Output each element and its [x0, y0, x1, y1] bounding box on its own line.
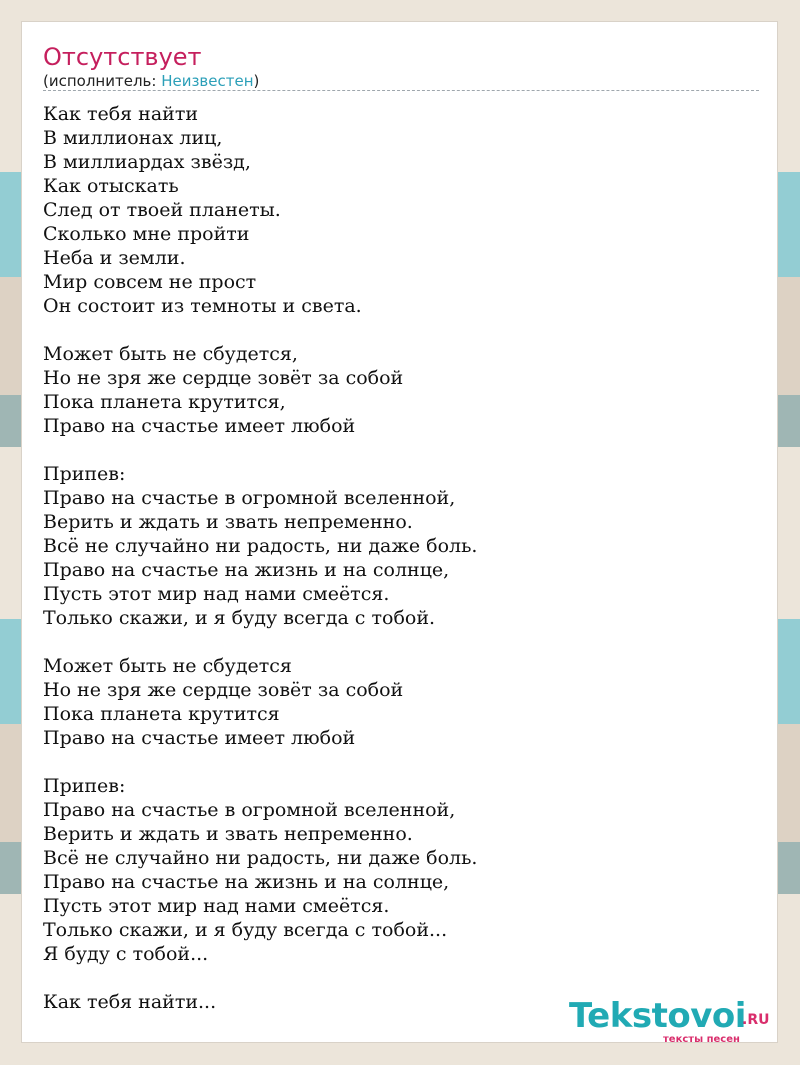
performer-suffix: ) — [253, 72, 260, 90]
performer-link[interactable]: Неизвестен — [161, 72, 254, 90]
lyric-line: Пусть этот мир над нами смеётся. — [43, 895, 390, 917]
title-divider — [43, 90, 759, 91]
stanza-gap — [43, 630, 759, 654]
lyrics-text — [43, 102, 759, 1014]
lyric-line: В миллионах лиц, — [43, 127, 223, 149]
lyric-line: Но не зря же сердце зовёт за собой — [43, 679, 404, 701]
lyric-line: Право на счастье имеет любой — [43, 415, 356, 437]
lyric-line: Пока планета крутится — [43, 703, 280, 725]
stanza-gap — [43, 966, 759, 990]
lyric-line: Но не зря же сердце зовёт за собой — [43, 367, 404, 389]
lyric-line: Неба и земли. — [43, 247, 186, 269]
lyric-line: Мир совсем не прост — [43, 271, 257, 293]
logo-tld: .RU — [742, 1012, 770, 1028]
lyrics-card — [21, 21, 778, 1043]
lyric-line: Может быть не сбудется, — [43, 343, 298, 365]
chorus-label: Припев: — [43, 775, 126, 797]
lyric-line: Я буду с тобой... — [43, 943, 209, 965]
lyric-line: Как отыскать — [43, 175, 179, 197]
lyric-line: Право на счастье в огромной вселенной, — [43, 487, 456, 509]
lyric-line: Право на счастье в огромной вселенной, — [43, 799, 456, 821]
lyric-line: Право на счастье на жизнь и на солнце, — [43, 559, 450, 581]
lyric-line: Он состоит из темноты и света. — [43, 295, 362, 317]
lyric-line: Верить и ждать и звать непременно. — [43, 511, 413, 533]
lyric-line: Сколько мне пройти — [43, 223, 250, 245]
lyric-line: Пусть этот мир над нами смеётся. — [43, 583, 390, 605]
stanza-gap — [43, 438, 759, 462]
lyric-line: Может быть не сбудется — [43, 655, 292, 677]
performer-line — [43, 72, 259, 90]
lyric-line: Только скажи, и я буду всегда с тобой. — [43, 607, 436, 629]
chorus-label: Припев: — [43, 463, 126, 485]
lyric-line: Всё не случайно ни радость, ни даже боль. — [43, 535, 478, 557]
site-logo[interactable] — [569, 996, 779, 1044]
lyric-line: Как тебя найти — [43, 103, 198, 125]
lyric-line: Право на счастье на жизнь и на солнце, — [43, 871, 450, 893]
lyric-line: Верить и ждать и звать непременно. — [43, 823, 413, 845]
stanza-gap — [43, 318, 759, 342]
logo-brand: Tekstovoi — [569, 996, 746, 1036]
lyric-line: Пока планета крутится, — [43, 391, 286, 413]
song-title: Отсутствует — [43, 43, 202, 71]
lyric-line: Всё не случайно ни радость, ни даже боль. — [43, 847, 478, 869]
performer-prefix: (исполнитель: — [43, 72, 162, 90]
lyric-line: В миллиардах звёзд, — [43, 151, 251, 173]
logo-tagline: тексты песен — [663, 1034, 740, 1045]
lyric-line: След от твоей планеты. — [43, 199, 281, 221]
lyric-line: Только скажи, и я буду всегда с тобой... — [43, 919, 448, 941]
lyric-line: Как тебя найти... — [43, 991, 217, 1013]
lyric-line: Право на счастье имеет любой — [43, 727, 356, 749]
stanza-gap — [43, 750, 759, 774]
